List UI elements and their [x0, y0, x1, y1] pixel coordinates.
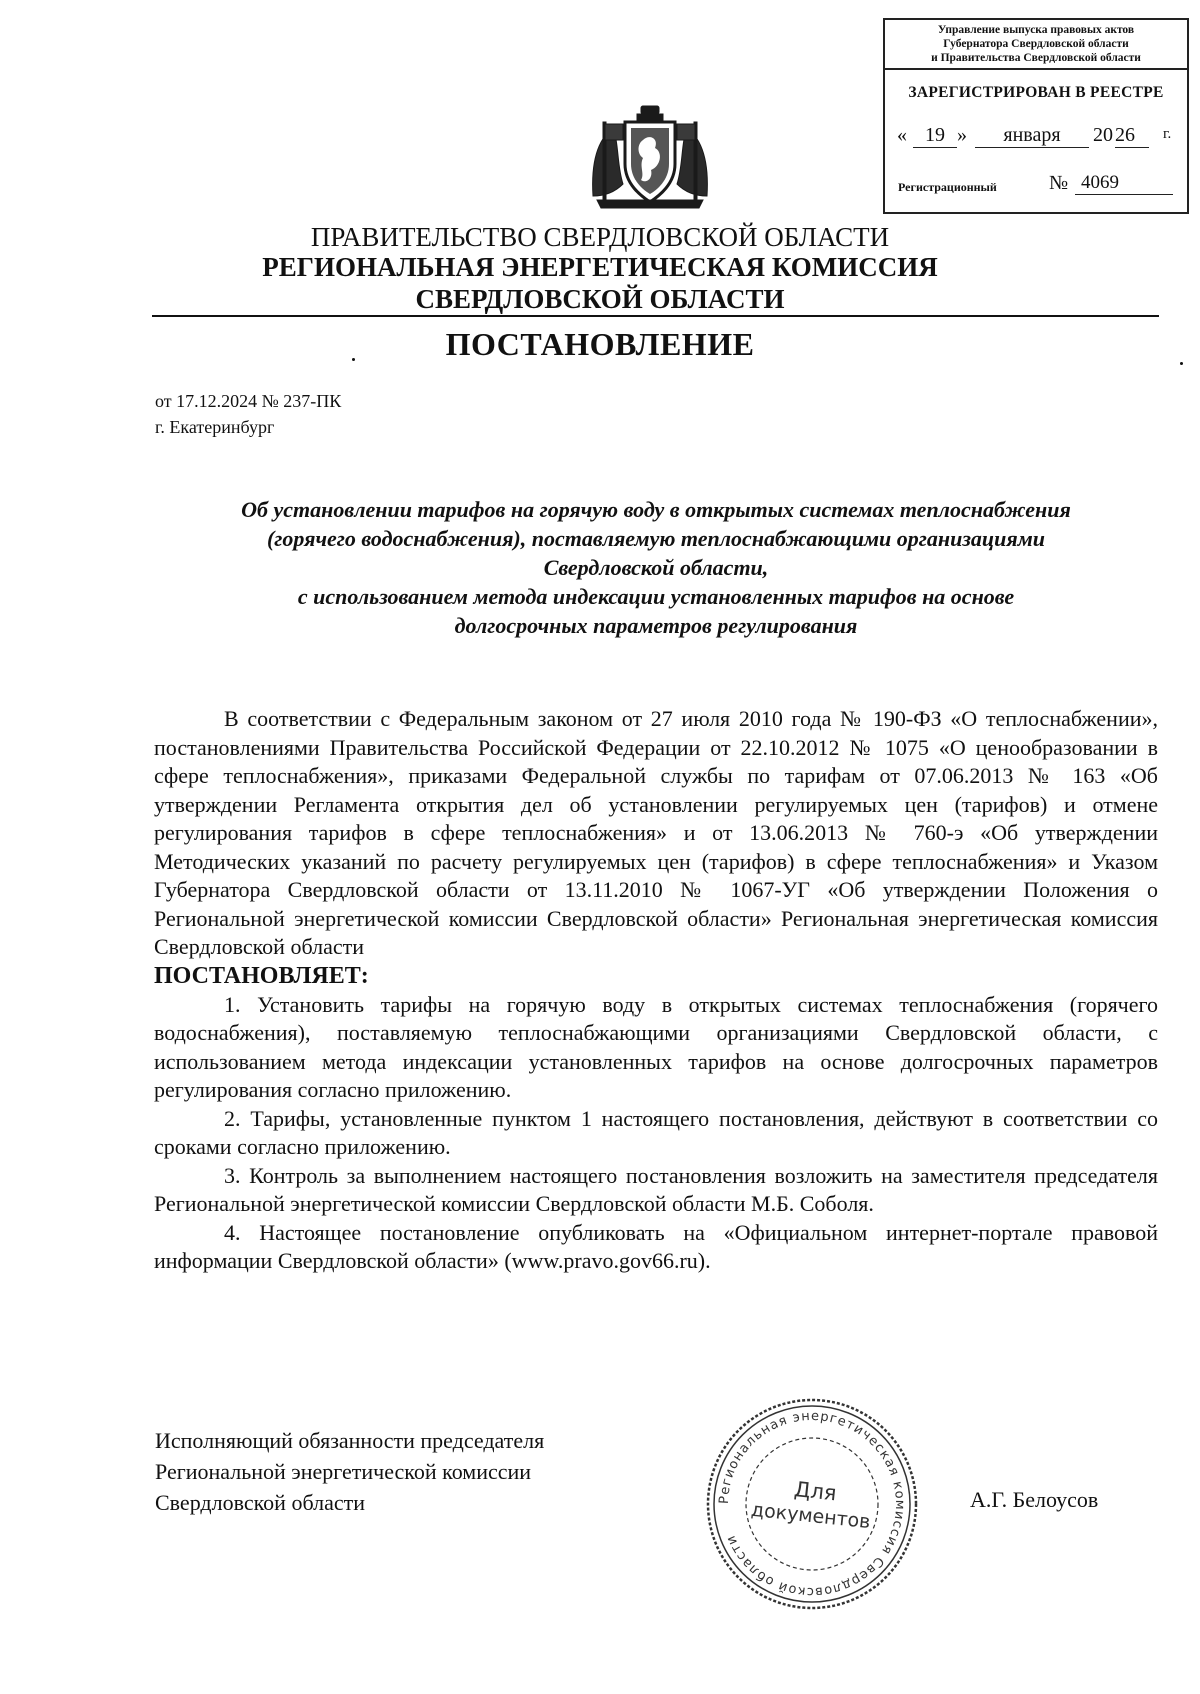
signer-position: [155, 1425, 544, 1518]
registration-stamp: [883, 18, 1189, 214]
decree-item: 1. Установить тарифы на горячую воду в открытых системах теплоснабжения (горячего водоснабжения), поставляемую теплоснабжающими организациями Свердловской области, с использованием метода индексации установленных тарифов на основе долгосрочных параметров регулирования согласно приложению.: [154, 991, 1158, 1102]
seal-ring-text: Региональная энергетическая комиссия Свердловской области: [716, 1408, 908, 1600]
commission-name: РЕГИОНАЛЬНАЯ ЭНЕРГЕТИЧЕСКАЯ КОМИССИЯ: [262, 252, 938, 282]
decree-item: 4. Настоящее постановление опубликовать на «Официальном интернет-портале правовой информации Свердловской области» (www.pravo.gov66.ru).: [154, 1219, 1158, 1273]
registration-year-mark: г.: [1163, 126, 1172, 142]
number-sign: №: [1049, 172, 1069, 194]
subject-line: с использованием метода индексации установленных тарифов на основе: [297, 584, 1015, 609]
registration-office: [885, 20, 1187, 70]
government-name: ПРАВИТЕЛЬСТВО СВЕРДЛОВСКОЙ ОБЛАСТИ: [310, 222, 890, 252]
registration-title: ЗАРЕГИСТРИРОВАН В РЕЕСТРЕ: [908, 84, 1164, 101]
registration-day: 19: [913, 124, 957, 148]
commission-region: СВЕРДЛОВСКОЙ ОБЛАСТИ: [415, 284, 785, 314]
preamble-paragraph: В соответствии с Федеральным законом от 27 июля 2010 года № 190-ФЗ «О теплоснабжении», постановлениями Правительства Российской Федерации от 22.10.2012 № 1075 «О ценообразовании в сфере теплоснабжения», приказами Федеральной службы по тарифам от 07.06.2013 № 163 «Об утверждении Регламента открытия дел об установлении регулируемых цен (тарифов) и отмене регулирования тарифов в сфере теплоснабжения» и от 13.06.2013 № 760-э «Об утверждении Методических указаний по расчету регулируемых цен (тарифов) в сфере теплоснабжения» и Указом Губернатора Свердловской области от 13.11.2010 № 1067-УГ «Об утверждении Положения о Региональной энергетической комиссии Свердловской области» Региональная энергетическая комиссия Свердловской области: [154, 706, 1158, 959]
signer-position-line: Региональной энергетической комиссии: [155, 1459, 532, 1484]
signer-position-line: Исполняющий обязанности председателя: [155, 1428, 545, 1453]
registration-month: января: [975, 124, 1089, 148]
registration-date: [885, 124, 1191, 154]
registration-number-label: Регистрационный: [898, 180, 997, 194]
signer-position-line: Свердловской области: [155, 1490, 365, 1515]
registration-office-line: и Правительства Свердловской области: [931, 52, 1141, 64]
subject-line: Свердловской области,: [543, 555, 769, 580]
seal-center-line: Для: [792, 1477, 838, 1506]
document-city: г. Екатеринбург: [155, 417, 275, 437]
subject-line: долгосрочных параметров регулирования: [454, 613, 858, 638]
coat-of-arms-icon: [583, 104, 717, 212]
decree-item: 2. Тарифы, установленные пунктом 1 настоящего постановления, действуют в соответствии со сроками согласно приложению.: [154, 1105, 1158, 1159]
seal-center-line: документов: [750, 1498, 872, 1534]
document-body: [154, 705, 1158, 1276]
registration-office-line: Управление выпуска правовых актов: [937, 24, 1135, 36]
scan-mark: [1180, 362, 1183, 365]
registration-office-line: Губернатора Свердловской области: [943, 38, 1129, 50]
registration-year-suffix: 26: [1115, 124, 1149, 148]
document-type: ПОСТАНОВЛЕНИЕ: [445, 326, 755, 362]
document-subject: [152, 495, 1160, 640]
subject-line: (горячего водоснабжения), поставляемую теплоснабжающими организациями: [266, 526, 1046, 551]
quote-close: »: [957, 124, 967, 146]
registration-number: 4069: [1075, 172, 1173, 195]
decree-item: 3. Контроль за выполнением настоящего постановления возложить на заместителя председателя Региональной энергетической комиссии Свердловской области М.Б. Соболя.: [154, 1162, 1158, 1216]
registration-number-row: [885, 172, 1191, 200]
registration-year-prefix: 20: [1093, 124, 1113, 146]
scan-mark: [352, 358, 355, 361]
quote-open: «: [897, 124, 907, 146]
decree-word: ПОСТАНОВЛЯЕТ:: [154, 962, 369, 989]
official-seal-icon: [702, 1392, 922, 1616]
document-date-number: от 17.12.2024 № 237-ПК: [155, 391, 342, 411]
subject-line: Об установлении тарифов на горячую воду в открытых системах теплоснабжения: [241, 497, 1071, 522]
signer-name: А.Г. Белоусов: [970, 1487, 1099, 1512]
header-divider: [152, 315, 1159, 317]
